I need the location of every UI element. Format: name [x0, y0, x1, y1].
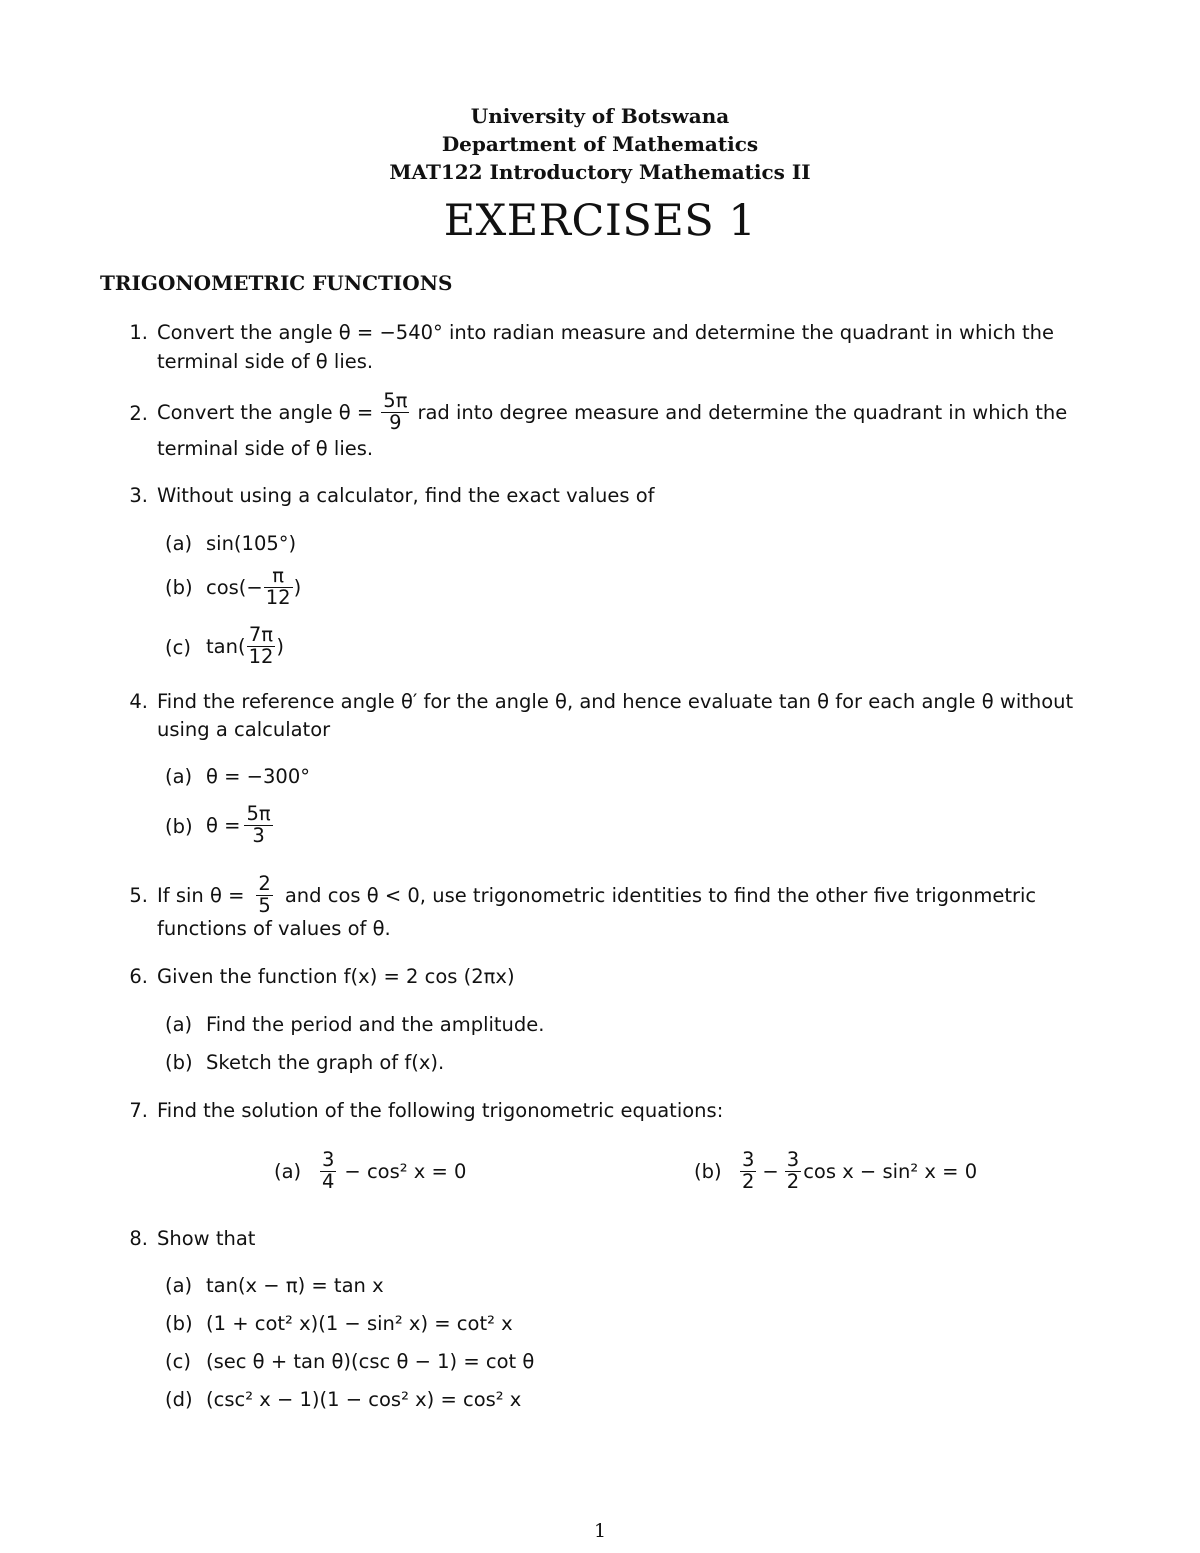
q7-text: Find the solution of the following trigonometric equations:: [157, 1099, 724, 1122]
q8c-expr: (sec θ + tan θ)(csc θ − 1) = cot θ: [206, 1350, 535, 1373]
q7b-label: (b): [694, 1160, 722, 1183]
q2-line2: terminal side of θ lies.: [157, 437, 374, 460]
q8a-label: (a): [165, 1274, 193, 1297]
q8-number: 8.: [129, 1227, 148, 1250]
q3b-pre: cos(−: [206, 575, 263, 599]
q7b-post: cos x − sin² x = 0: [803, 1159, 978, 1183]
page-number: 1: [593, 1520, 607, 1542]
q4-number: 4.: [129, 690, 148, 713]
q7a-fraction: [320, 1150, 336, 1192]
q7a-den: 4: [322, 1169, 335, 1193]
q6a-text: Find the period and the amplitude.: [206, 1013, 545, 1036]
q1-line2: terminal side of θ lies.: [157, 350, 374, 373]
q8b-expr: (1 + cot² x)(1 − sin² x) = cot² x: [206, 1312, 513, 1335]
q7b-expr: [740, 1143, 977, 1199]
q6b-label: (b): [165, 1051, 193, 1074]
q8b-label: (b): [165, 1312, 193, 1335]
q3c-fraction: [247, 625, 276, 667]
q3b-num: π: [264, 566, 293, 587]
q3b-den: 12: [265, 585, 291, 609]
q7b-num2: 3: [786, 1148, 800, 1172]
q5-pre: If sin θ =: [157, 883, 245, 907]
q7a-label: (a): [274, 1160, 302, 1183]
q4-line2: using a calculator: [157, 718, 331, 741]
q7b-den2: 2: [786, 1169, 800, 1193]
q3b-label: (b): [165, 576, 193, 599]
q4b-pre: θ =: [206, 813, 241, 837]
q1-line1: Convert the angle θ = −540° into radian measure and determine the quadrant in which the: [157, 321, 1054, 344]
section-heading: TRIGONOMETRIC FUNCTIONS: [100, 271, 453, 295]
q3c-label: (c): [165, 636, 191, 659]
q5-line1: [157, 867, 1036, 923]
q5-num: 2: [258, 872, 271, 896]
q7b-minus: −: [762, 1159, 779, 1183]
q7a-post: − cos² x = 0: [344, 1159, 467, 1183]
q5-line2: functions of values of θ.: [157, 917, 391, 940]
q7b-fraction-2: [785, 1150, 801, 1192]
q7a-num: 3: [322, 1148, 335, 1172]
q2-text-a: Convert the angle θ =: [157, 400, 374, 424]
q8d-label: (d): [165, 1388, 193, 1411]
q5-fraction: [256, 874, 272, 916]
q8d-expr: (csc² x − 1)(1 − cos² x) = cos² x: [206, 1388, 522, 1411]
q8a-expr: tan(x − π) = tan x: [206, 1274, 384, 1297]
q5-number: 5.: [129, 884, 148, 907]
q6a-label: (a): [165, 1013, 193, 1036]
q4a-expr: θ = −300°: [206, 765, 310, 788]
q7a-expr: [320, 1143, 466, 1199]
q3a-label: (a): [165, 532, 193, 555]
q3b-fraction: [264, 566, 293, 608]
q4b-expr: [206, 799, 277, 851]
q2-frac-num: 5π: [383, 389, 408, 413]
q2-line1: [157, 386, 1067, 438]
q8-text: Show that: [157, 1227, 256, 1250]
q3b-expr: [206, 561, 301, 613]
q2-fraction: [381, 391, 409, 433]
q3c-num: 7π: [247, 625, 276, 646]
q5-post: and cos θ < 0, use trigonometric identities to find the other five trigonmetric: [284, 883, 1037, 907]
q1-number: 1.: [129, 321, 148, 344]
q4b-label: (b): [165, 815, 193, 838]
university-name: University of Botswana: [470, 104, 730, 128]
q7-number: 7.: [129, 1099, 148, 1122]
q4b-fraction: [244, 804, 272, 846]
q3c-pre: tan(: [206, 634, 246, 658]
q6b-text: Sketch the graph of f(x).: [206, 1051, 445, 1074]
q2-frac-den: 9: [389, 410, 402, 434]
q4a-label: (a): [165, 765, 193, 788]
q7b-den1: 2: [742, 1169, 755, 1193]
q7b-fraction-1: [740, 1150, 756, 1192]
q3a-expr: sin(105°): [206, 532, 297, 555]
q5-den: 5: [258, 893, 271, 917]
q3b-post: ): [293, 575, 302, 599]
q7b-num1: 3: [742, 1148, 755, 1172]
q2-number: 2.: [129, 402, 148, 425]
q6-number: 6.: [129, 965, 148, 988]
q3-number: 3.: [129, 484, 148, 507]
q4b-num: 5π: [246, 802, 271, 826]
q4b-den: 3: [252, 823, 265, 847]
page-title: EXERCISES 1: [443, 196, 757, 246]
course-title: MAT122 Introductory Mathematics II: [389, 160, 811, 184]
q3c-expr: [206, 620, 284, 672]
q6-text: Given the function f(x) = 2 cos (2πx): [157, 965, 515, 988]
q8c-label: (c): [165, 1350, 191, 1373]
q3c-den: 12: [248, 644, 274, 668]
q2-text-b: rad into degree measure and determine the quadrant in which the: [417, 400, 1068, 424]
q3-text: Without using a calculator, find the exact values of: [157, 484, 655, 507]
department-name: Department of Mathematics: [441, 132, 759, 156]
q3c-post: ): [276, 634, 284, 658]
q4-line1: Find the reference angle θ′ for the angle θ, and hence evaluate tan θ for each angle θ without: [157, 690, 1074, 713]
